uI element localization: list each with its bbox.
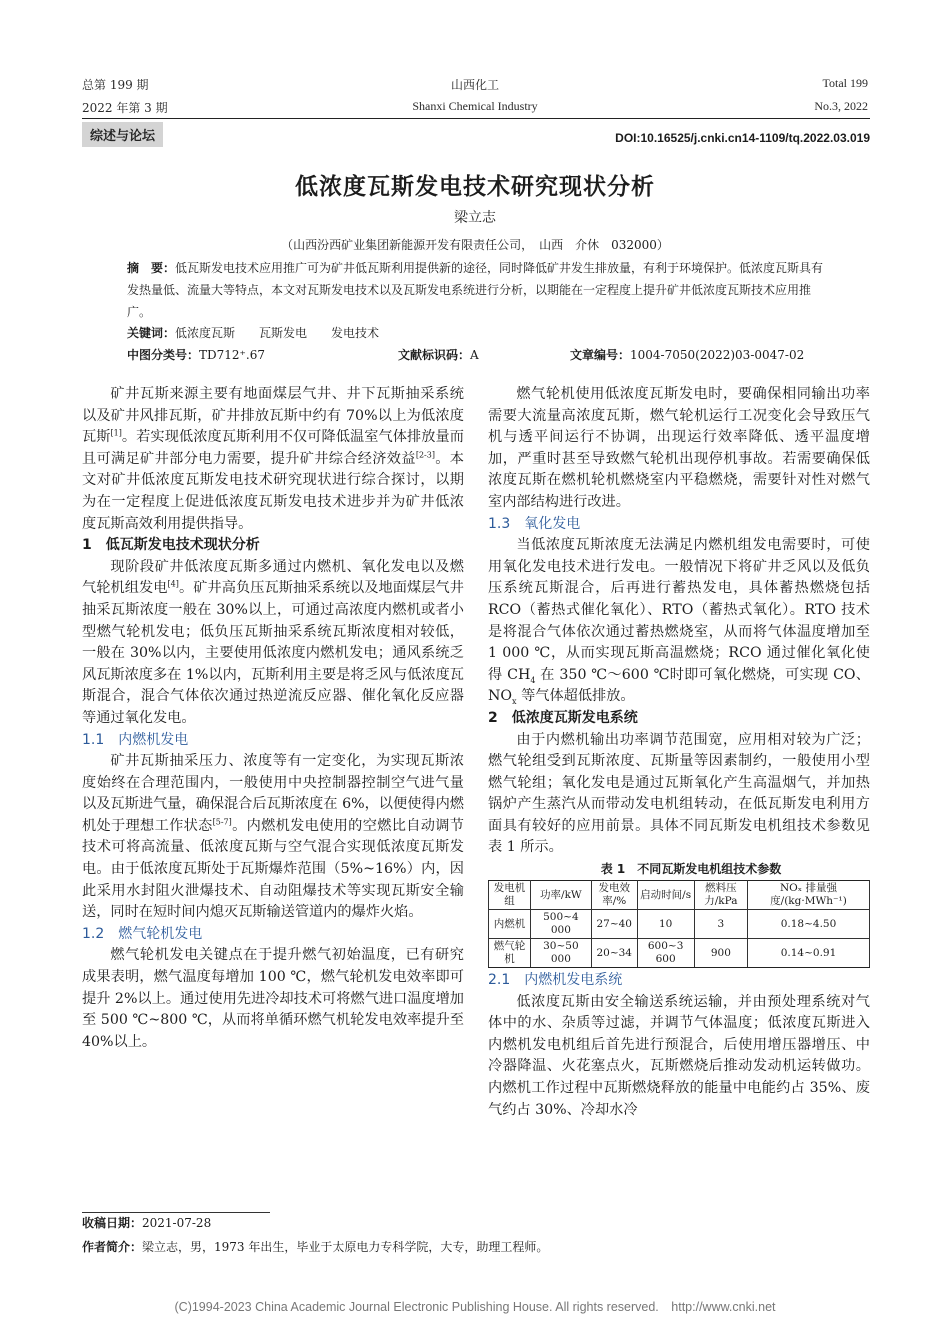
- received-label: 收稿日期：: [82, 1216, 143, 1230]
- section-2-1-paragraph: 低浓度瓦斯由安全输送系统运输，并由预处理系统对气体中的水、杂质等过滤，并调节气体温度；低浓度瓦斯进入内燃机发电机组后首先进行预混合，后使用增压器增压、中冷器降温、火花塞点火，瓦斯燃烧后推动发动机运转做功。内燃机工作过程中瓦斯燃烧释放的能量中电能约占 35%、废气约占 30%、冷却水冷: [488, 993, 870, 1118]
- doc-code-value: A: [470, 348, 479, 362]
- issue-total: 总第 199 期: [82, 78, 149, 92]
- total-en: Total 199: [822, 76, 868, 90]
- doc-code-label: 文献标识码：: [398, 348, 471, 362]
- table-header-cell: 功率/kW: [530, 881, 591, 910]
- section-heading-1: 1 低瓦斯发电技术现状分析: [82, 537, 260, 554]
- document-code: [398, 344, 479, 366]
- author-bio-label: 作者简介：: [82, 1240, 143, 1254]
- doi: DOI:10.16525/j.cnki.cn14-1109/tq.2022.03.019: [615, 131, 870, 145]
- section-heading-2: 2 低浓度瓦斯发电系统: [488, 709, 638, 726]
- table-cell: 900: [694, 939, 747, 968]
- citation: [1]: [110, 428, 122, 438]
- right-column: [488, 384, 870, 1121]
- table-cell: 0.14~0.91: [748, 939, 870, 968]
- section-1-3-paragraph: 当低浓度瓦斯浓度无法满足内燃机组发电需要时，可使用氧化发电技术进行发电。一般情况下将矿井乏风以及低负压系统瓦斯混合，后再进行蓄热发电，具体蓄热燃烧包括 RCO（蓄热式催化氧化）、RTO（蓄热式氧化）。RTO 技术是将混合气体依次通过蓄热燃烧室，从而将气体温度增加至 1 000 ℃，从而实现瓦斯高温燃烧；RCO 通过催化氧化使得 $CH_4$ 在 350 ℃～600 ℃时即可氧化燃烧，可实现 CO、$NO_x$ 等气体超低排放。: [488, 537, 870, 707]
- copyright-notice: (C)1994-2023 China Academic Journal Electronic Publishing House. All rights reserved. http://www.cnki.net: [174, 1300, 776, 1314]
- table-cell: 燃气轮机: [489, 939, 531, 968]
- table-row: [489, 939, 870, 968]
- issue-number: 2022 年第 3 期: [82, 101, 168, 115]
- table-cell: 600~3 600: [637, 939, 694, 968]
- intro-paragraph: 矿井瓦斯来源主要有地面煤层气井、井下瓦斯抽采系统以及矿井风排瓦斯，矿井排放瓦斯中约有 70%以上为低浓度瓦斯[1]。若实现低浓度瓦斯利用不仅可降低温室气体排放量而且可满足矿井部分电力需要，提升矿井综合经济效益[2-3]。本文对矿井低浓度瓦斯发电技术研究现状进行综合探讨，以期为在一定程度上促进低浓度瓦斯发电技术进步并为矿井低浓度瓦斯高效利用提供指导。: [82, 386, 464, 532]
- table-cell: 10: [637, 910, 694, 939]
- table-header-cell: 发电效率/%: [591, 881, 637, 910]
- table-header-cell: 启动时间/s: [637, 881, 694, 910]
- section-1-2-paragraph: 燃气轮机发电关键点在于提升燃气初始温度，已有研究成果表明，燃气温度每增加 100 ℃，燃气轮机发电效率即可提升 2%以上。通过使用先进冷却技术可将燃气进口温度增加至 500 ℃~800 ℃，从而将单循环燃气机轮发电效率提升至 40%以上。: [82, 947, 464, 1050]
- clc-value: TD712⁺.67: [199, 348, 265, 362]
- clc: [127, 344, 265, 366]
- table-header-row: [489, 881, 870, 910]
- table-cell: 0.18~4.50: [748, 910, 870, 939]
- article-number: [570, 344, 804, 366]
- affiliation: （山西汾西矿业集团新能源开发有限责任公司， 山西 介休 032000）: [281, 238, 669, 252]
- abstract-label: 摘 要：: [127, 261, 176, 275]
- table-header-cell: 燃料压力/kPa: [694, 881, 747, 910]
- table-cell: 20~34: [591, 939, 637, 968]
- table-cell: 500~4 000: [530, 910, 591, 939]
- author-bio-text: 梁立志，男，1973 年出生，毕业于太原电力专科学院，大专，助理工程师。: [142, 1240, 549, 1254]
- received-date: [82, 1212, 211, 1234]
- section-heading-1-3: 1.3 氧化发电: [488, 515, 581, 532]
- article-no-label: 文章编号：: [570, 348, 631, 362]
- author-name: 梁立志: [454, 210, 496, 226]
- section-1-paragraph: 现阶段矿井低浓度瓦斯多通过内燃机、氧化发电以及燃气轮机组发电[4]。矿井高负压瓦斯抽采系统以及地面煤层气井抽采瓦斯浓度一般在 30%以上，可通过高浓度内燃机或者小型燃气轮机发电；低负压瓦斯抽采系统瓦斯浓度相对较低，一般在 30%以内，主要使用低浓度内燃机发电；通风系统乏风瓦斯浓度多在 1%以内，瓦斯利用主要是将乏风与低浓度瓦斯混合，混合气体依次通过热逆流反应器、催化氧化反应器等通过氧化发电。: [82, 558, 464, 726]
- section-1-2-paragraph-2: 燃气轮机使用低浓度瓦斯发电时，要确保相同输出功率需要大流量高浓度瓦斯，燃气轮机运行工况变化会导致压气机与透平间运行不协调，出现运行效率降低、透平温度增加，严重时甚至导致燃气轮机出现停机事故。若需要确保低浓度瓦斯在燃机轮机燃烧室内平稳燃烧，需要针对性对燃气室内部结构进行改进。: [488, 386, 870, 510]
- author-bio: [82, 1236, 548, 1258]
- section-1-1-paragraph: 矿井瓦斯抽采压力、浓度等有一定变化，为实现瓦斯浓度始终在合理范围内，一般使用中央控制器控制空气进气量以及瓦斯进气量，确保混合后瓦斯浓度在 6%，以便使得内燃机处于理想工作状态[5-7]。内燃机发电使用的空燃比自动调节技术可将高流量、低浓度瓦斯与空气混合实现低浓度瓦斯发电。由于低浓度瓦斯处于瓦斯爆炸范围（5%~16%）内，因此采用水封阻火泄爆技术、自动阻爆技术等实现瓦斯安全输送，同时在短时间内熄灭瓦斯输送管道内的爆炸火焰。: [82, 753, 464, 921]
- section-2-paragraph: 由于内燃机输出功率调节范围宽，应用相对较为广泛；燃气轮组受到瓦斯浓度、瓦斯量等因素制约，一般使用小型燃气轮组；氧化发电是通过瓦斯氧化产生高温烟气，并加热锅炉产生蒸汽从而带动发电机组转动，在低瓦斯发电利用方面具有较好的应用前景。具体不同瓦斯发电机组技术参数见表 1 所示。: [488, 731, 870, 856]
- section-tag: 综述与论坛: [82, 122, 163, 147]
- table-cell: 3: [694, 910, 747, 939]
- section-heading-2-1: 2.1 内燃机发电系统: [488, 972, 623, 989]
- table-row: [489, 910, 870, 939]
- journal-name-cn: 山西化工: [450, 78, 499, 92]
- keywords-text: 低浓度瓦斯 瓦斯发电 发电技术: [175, 326, 380, 340]
- citation: [2-3]: [415, 450, 435, 460]
- table-cell: 内燃机: [489, 910, 531, 939]
- section-heading-1-2: 1.2 燃气轮机发电: [82, 925, 203, 942]
- parameter-table: [488, 880, 870, 968]
- table-cell: 27~40: [591, 910, 637, 939]
- citation: [4]: [167, 579, 179, 589]
- article-no-value: 1004-7050(2022)03-0047-02: [630, 348, 805, 362]
- abstract-text: 低瓦斯发电技术应用推广可为矿井低瓦斯利用提供新的途径，同时降低矿井发生排放量，有利于环境保护。低浓度瓦斯具有发热量低、流量大等特点，本文对瓦斯发电技术以及瓦斯发电系统进行分析，以期能在一定程度上提升矿井低浓度瓦斯技术应用推广。: [127, 261, 824, 319]
- table-caption: 表 1 不同瓦斯发电机组技术参数: [600, 862, 782, 877]
- number-en: No.3, 2022: [814, 99, 868, 113]
- clc-label: 中图分类号：: [127, 348, 200, 362]
- table-header-cell: NOₓ 排量强度/(kg·MWh⁻¹): [748, 881, 870, 910]
- table-cell: 30~50 000: [530, 939, 591, 968]
- section-heading-1-1: 1.1 内燃机发电: [82, 731, 189, 748]
- keywords-label: 关键词：: [127, 326, 176, 340]
- left-column: [82, 384, 464, 1053]
- journal-name-en: Shanxi Chemical Industry: [412, 99, 538, 113]
- abstract: [127, 257, 827, 323]
- keywords: [127, 322, 827, 344]
- article-title: 低浓度瓦斯发电技术研究现状分析: [295, 174, 655, 200]
- table-header-cell: 发电机组: [489, 881, 531, 910]
- header-rule: [82, 118, 870, 119]
- citation: [5-7]: [212, 817, 232, 827]
- received-value: 2021-07-28: [142, 1216, 212, 1230]
